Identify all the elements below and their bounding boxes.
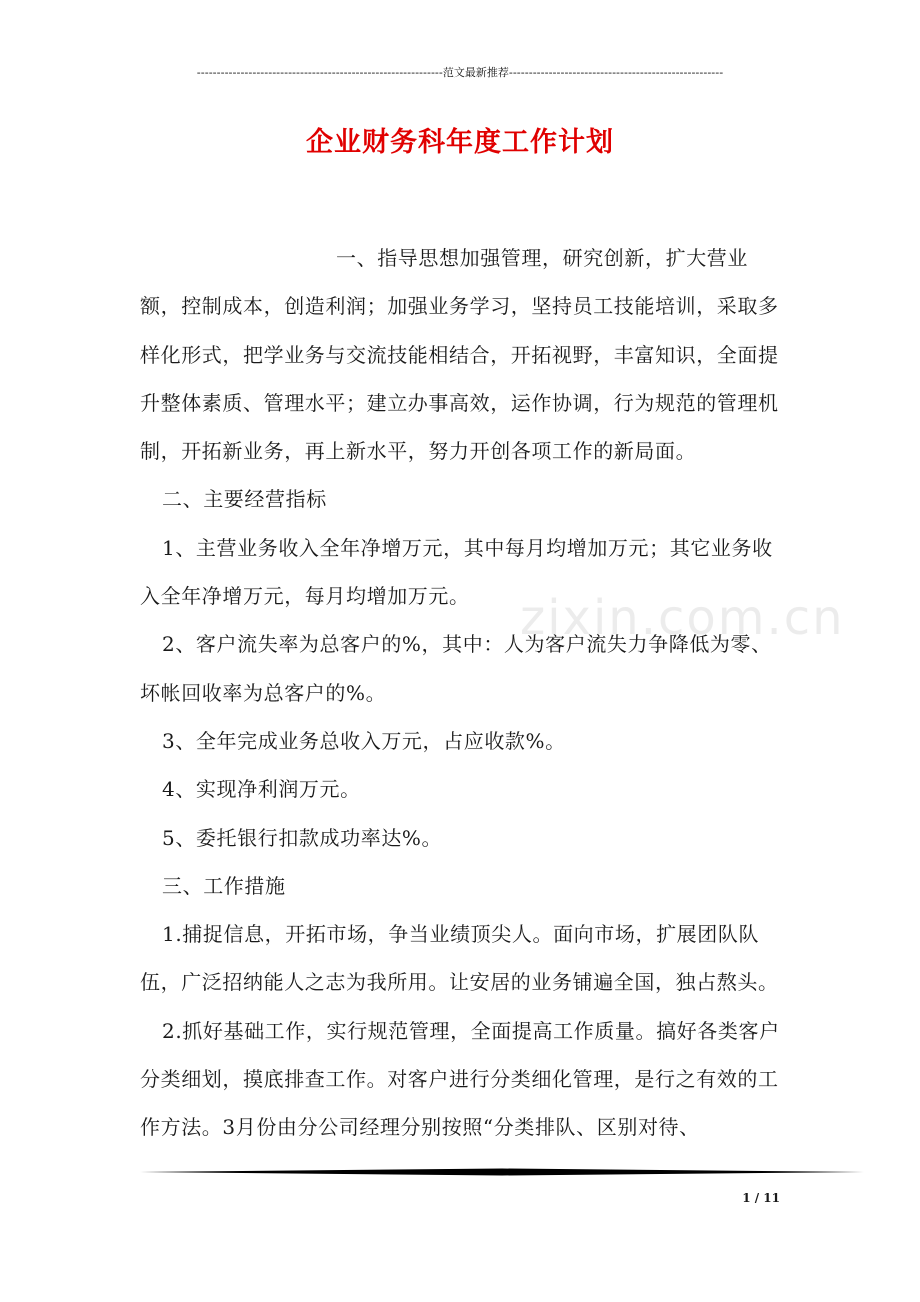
paragraph-measure-1: 1.捕捉信息，开拓市场，争当业绩顶尖人。面向市场，扩展团队队伍，广泛招纳能人之志为我所用。让安居的业务铺遍全国，独占熬头。 [140,922,779,995]
paragraph-indicator-5: 5、委托银行扣款成功率达%。 [162,825,443,850]
watermark: zixin.com.cn [520,590,845,646]
heading-work-measures: 三、工作措施 [162,873,286,898]
footer-divider [140,1168,864,1176]
paragraph-indicator-1: 1、主营业务收入全年净增万元，其中每月均增加万元；其它业务收入全年净增万元，每月均增加万元。 [140,535,773,609]
document-title: 企业财务科年度工作计划 [306,127,614,158]
document-body [140,234,786,1152]
paragraph-measure-2: 2.抓好基础工作，实行规范管理，全面提高工作质量。搞好各类客户分类细划，摸底排查工作。对客户进行分类细化管理，是行之有效的工作方法。3月份由分公司经理分别按照“分类排队、区别对待、 [140,1018,780,1140]
heading-main-indicators: 二、主要经营指标 [162,487,327,512]
page-number: 1 / 11 [742,1191,780,1205]
paragraph-indicator-3: 3、全年完成业务总收入万元，占应收款%。 [162,728,566,753]
page-header-banner: --------------------------------------------------------------范文最新推荐------------------------------------------------------ [196,66,724,79]
paragraph-guiding-ideology: 一、指导思想加强管理，研究创新，扩大营业额，控制成本，创造利润；加强业务学习，坚持员工技能培训，采取多样化形式，把学业务与交流技能相结合，开拓视野，丰富知识，全面提升整体素质、管理水平；建立办事高效，运作协调，行为规范的管理机制，开拓新业务，再上新水平，努力开创各项工作的新局面。 [140,246,779,464]
paragraph-indicator-2: 2、客户流失率为总客户的%，其中：人为客户流失力争降低为零、坏帐回收率为总客户的%。 [140,632,772,705]
paragraph-indicator-4: 4、实现净利润万元。 [162,777,361,802]
